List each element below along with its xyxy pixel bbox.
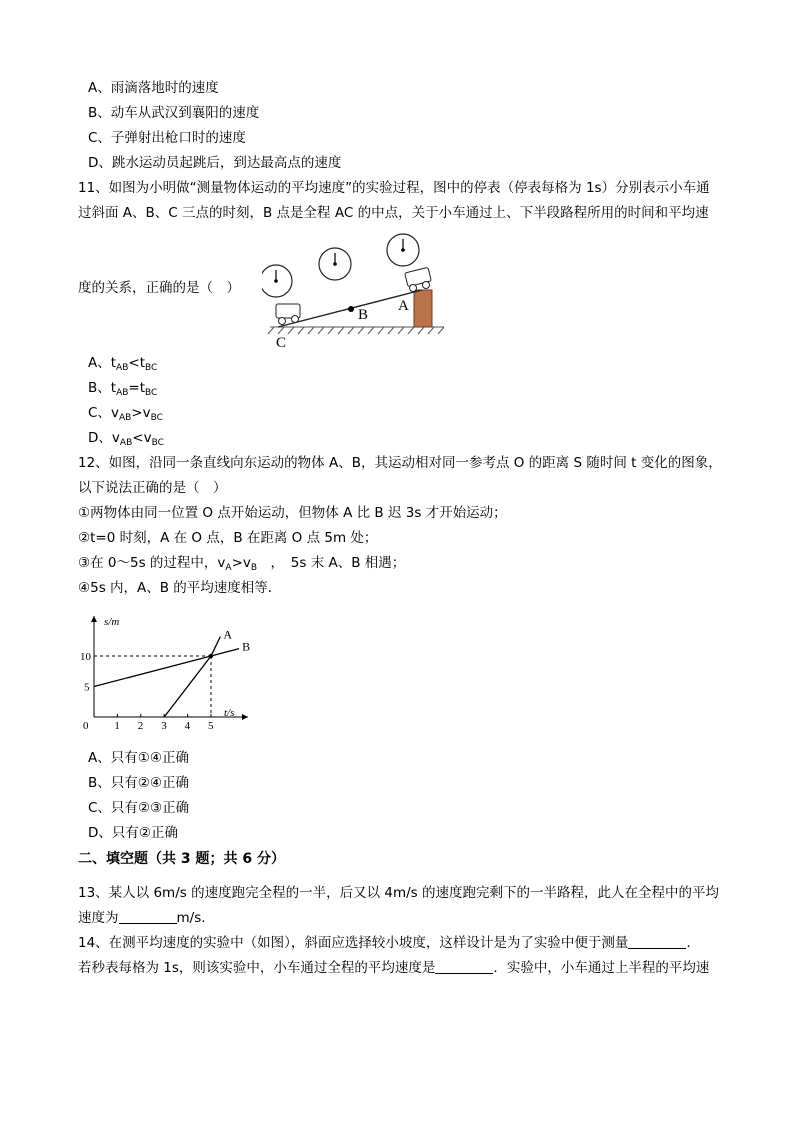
- y-tick-label-10: 10: [80, 651, 91, 663]
- q11-option-d: D、$v_{AB}<v_{BC}$: [88, 430, 164, 448]
- section-2-heading: 二、填空题（共 3 题；共 6 分）: [78, 851, 285, 867]
- label-b: B: [358, 307, 369, 323]
- series-line-b: [94, 649, 239, 687]
- q11-option-a: A、$t_{AB}<t_{BC}$: [88, 355, 158, 373]
- y-axis-label: s/m: [104, 616, 120, 628]
- q12-option-c: C、只有②③正确: [88, 800, 190, 816]
- x-axis-label: t/s: [224, 707, 235, 719]
- x-tick-label-0: 0: [83, 720, 89, 732]
- q10-option-d: D、跳水运动员起跳后，到达最高点的速度: [88, 155, 342, 171]
- q12-statement-4: ④5s 内，A、B 的平均速度相等．: [78, 580, 282, 596]
- q12-option-b: B、只有②④正确: [88, 775, 189, 791]
- x-tick-label-5: 5: [208, 720, 214, 732]
- series-label-a: A: [223, 627, 233, 642]
- series-label-b: B: [242, 639, 251, 654]
- q12-statement-3: ③在 0～5s 的过程中，$v_A>v_B$ ， 5s 末 A、B 相遇；: [78, 555, 406, 573]
- cart-top: [405, 267, 432, 291]
- q14-text-line2: 若秒表每格为 1s，则该实验中，小车通过全程的平均速度是 ．实验中，小车通过上半程的平均速: [78, 960, 710, 976]
- q11-option-c: C、$v_{AB}>v_{BC}$: [88, 405, 163, 423]
- q11-text-line2: 过斜面 A、B、C 三点的时刻，B 点是全程 AC 的中点，关于小车通过上、下半段路程所用的时间和平均速: [78, 205, 709, 221]
- q10-option-b: B、动车从武汉到襄阳的速度: [88, 105, 260, 121]
- q14-answer-blank-2[interactable]: [435, 959, 493, 974]
- wood-block: [414, 290, 432, 327]
- x-tick-label-4: 4: [184, 720, 191, 732]
- cart-bottom: [276, 304, 300, 325]
- point-b-marker: [348, 306, 354, 312]
- x-tick-label-3: 3: [161, 720, 167, 732]
- q12-text-line2: 以下说法正确的是（ ）: [78, 480, 227, 496]
- q11-text-line1: 11、如图为小明做“测量物体运动的平均速度”的实验过程，图中的停表（停表每格为 1s）分别表示小车通: [78, 180, 710, 196]
- q14-text-line1: 14、在测平均速度的实验中（如图），斜面应选择较小坡度，这样设计是为了实验中便于测量 ．: [78, 935, 700, 951]
- q13-answer-blank[interactable]: [119, 909, 177, 924]
- q13-text-line2: 速度为 m/s．: [78, 910, 215, 926]
- q12-option-a: A、只有①④正确: [88, 750, 189, 766]
- q10-option-c: C、子弹射出枪口时的速度: [88, 130, 246, 146]
- y-tick-label-5: 5: [84, 681, 90, 694]
- q12-text-line1: 12、如图，沿同一条直线向东运动的物体 A、B，其运动相对同一参考点 O 的距离 S 随时间 t 变化的图象，: [78, 455, 722, 471]
- intersection-point: [209, 654, 213, 658]
- q13-text-line1: 13、某人以 6m/s 的速度跑完全程的一半，后又以 4m/s 的速度跑完剩下的一半路程，此人在全程中的平均: [78, 885, 719, 901]
- series-line-a: [164, 636, 220, 717]
- q10-option-a: A、雨滴落地时的速度: [88, 80, 219, 96]
- label-a: A: [398, 298, 409, 314]
- q14-answer-blank-1[interactable]: [628, 934, 686, 949]
- q12-statement-1: ①两物体由同一位置 O 点开始运动，但物体 A 比 B 迟 3s 才开始运动；: [78, 505, 507, 521]
- q11-option-b: B、$t_{AB}=t_{BC}$: [88, 380, 158, 398]
- x-tick-label-1: 1: [114, 720, 120, 732]
- q12-option-d: D、只有②正确: [88, 825, 178, 841]
- label-c: C: [276, 335, 287, 350]
- incline-figure: [262, 226, 452, 350]
- q11-text-line3: 度的关系，正确的是（ ）: [78, 280, 240, 296]
- q12-statement-2: ②t=0 时刻，A 在 O 点，B 在距离 O 点 5m 处；: [78, 530, 378, 546]
- x-tick-label-2: 2: [137, 720, 144, 732]
- s-t-chart: [78, 610, 278, 735]
